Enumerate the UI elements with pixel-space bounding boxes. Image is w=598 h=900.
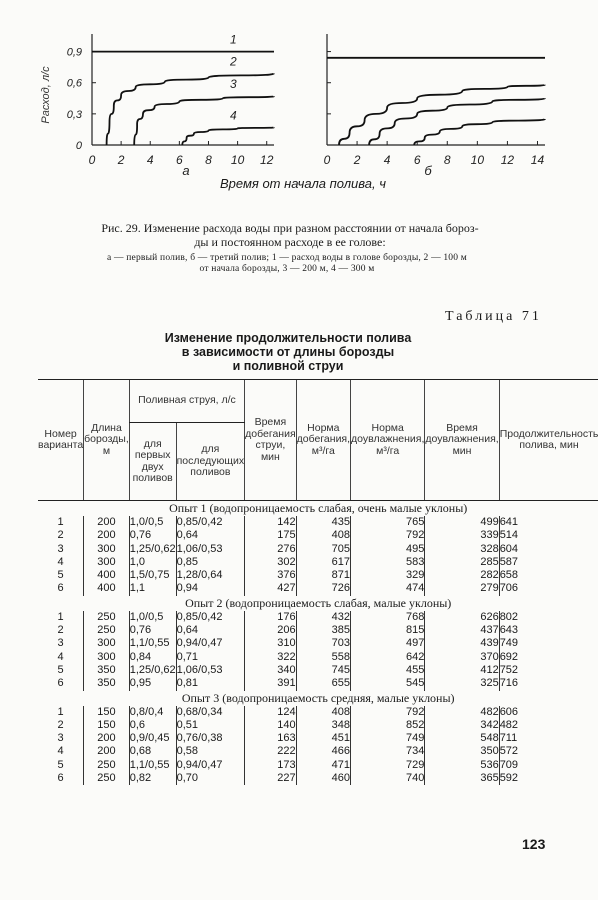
table-row (38, 516, 598, 529)
cell-stream-next: 1,28/0,64 (176, 569, 245, 582)
x-tick-label: 2 (353, 153, 361, 167)
cell-norm-run: 471 (296, 759, 350, 772)
cell-norm-add: 729 (351, 759, 425, 772)
cell-time-run: 276 (245, 543, 296, 556)
cell-time-add: 548 (425, 732, 499, 745)
header-variant: Номер варианта (38, 380, 84, 501)
cell-stream-next: 0,81 (176, 677, 245, 690)
cell-norm-run: 385 (296, 624, 350, 637)
y-tick-label: 0,9 (66, 46, 82, 59)
series-label: 2 (230, 54, 237, 69)
cell-variant: 2 (57, 624, 64, 637)
cell-length: 400 (84, 582, 130, 595)
cell-norm-run: 451 (296, 732, 350, 745)
cell-stream-next: 0,94 (176, 582, 245, 595)
table-row (38, 651, 598, 664)
section-title-row (38, 596, 598, 611)
cell-time-add: 437 (425, 624, 499, 637)
table-title (150, 331, 426, 373)
table-row (38, 569, 598, 582)
x-tick-label: 0 (323, 153, 331, 167)
cell-stream-first: 0,76 (129, 529, 176, 542)
table-title-line: Изменение продолжительности полива (164, 331, 412, 345)
cell-stream-next: 0,58 (176, 745, 245, 758)
cell-stream-first: 0,84 (129, 651, 176, 664)
cell-norm-add: 474 (351, 582, 425, 595)
cell-norm-run: 435 (296, 516, 350, 529)
cell-length: 250 (84, 772, 130, 785)
cell-stream-next: 0,68/0,34 (176, 706, 245, 719)
cell-norm-add: 740 (351, 772, 425, 785)
cell-variant: 4 (57, 650, 64, 663)
figure-caption-line: ды и постоянном расходе в ее голове: (194, 235, 386, 249)
cell-time-add: 285 (425, 556, 499, 569)
chart-panel-a (40, 33, 274, 178)
cell-length: 300 (84, 556, 130, 569)
cell-stream-first: 1,1 (129, 582, 176, 595)
series-line-4 (414, 119, 545, 145)
cell-norm-add: 583 (351, 556, 425, 569)
cell-stream-next: 0,64 (176, 624, 245, 637)
cell-variant: 2 (57, 718, 64, 731)
header-time-run: Время добегания струи, мин (245, 380, 296, 501)
section-title: Опыт 3 (водопроницаемость средняя, малые уклоны) (181, 690, 455, 705)
section-title: Опыт 2 (водопроницаемость слабая, малые уклоны) (185, 595, 452, 610)
table-row (38, 772, 598, 785)
series-label: 3 (230, 77, 237, 92)
cell-norm-run: 558 (296, 651, 350, 664)
cell-length: 200 (84, 516, 130, 529)
cell-length: 300 (84, 543, 130, 556)
header-stream-next: для последующих поливов (176, 423, 245, 501)
series-line-2 (339, 85, 545, 145)
cell-variant: 5 (57, 569, 64, 582)
cell-norm-add: 765 (351, 516, 425, 529)
table-row (38, 624, 598, 637)
cell-stream-first: 1,5/0,75 (129, 569, 176, 582)
cell-length: 300 (84, 637, 130, 650)
cell-variant: 6 (57, 772, 64, 785)
header-norm-add: Норма доувлажнения, м³/га (351, 380, 425, 501)
cell-stream-next: 0,70 (176, 772, 245, 785)
x-tick-label: 14 (530, 153, 545, 167)
cell-norm-add: 749 (351, 732, 425, 745)
series-line-2 (107, 73, 274, 145)
cell-time-run: 176 (245, 611, 296, 624)
cell-duration: 643 (499, 624, 598, 637)
cell-length: 250 (84, 611, 130, 624)
cell-length: 300 (84, 651, 130, 664)
cell-time-run: 302 (245, 556, 296, 569)
cell-duration: 711 (499, 732, 598, 745)
cell-stream-next: 1,06/0,53 (176, 664, 245, 677)
cell-norm-run: 655 (296, 677, 350, 690)
cell-norm-add: 852 (351, 719, 425, 732)
cell-time-add: 350 (425, 745, 499, 758)
cell-variant: 4 (57, 555, 64, 568)
cell-norm-run: 617 (296, 556, 350, 569)
series-line-4 (182, 127, 274, 145)
cell-norm-run: 871 (296, 569, 350, 582)
cell-norm-run: 705 (296, 543, 350, 556)
cell-time-add: 626 (425, 611, 499, 624)
cell-duration: 716 (499, 677, 598, 690)
cell-time-add: 482 (425, 706, 499, 719)
cell-variant: 6 (57, 582, 64, 595)
cell-variant: 3 (57, 732, 64, 745)
figure-legend (22, 253, 552, 275)
cell-stream-next: 0,76/0,38 (176, 732, 245, 745)
cell-stream-first: 0,68 (129, 745, 176, 758)
cell-variant: 3 (57, 542, 64, 555)
cell-length: 350 (84, 677, 130, 690)
cell-duration: 709 (499, 759, 598, 772)
cell-duration: 587 (499, 556, 598, 569)
cell-length: 200 (84, 529, 130, 542)
figure-caption-line: Рис. 29. Изменение расхода воды при разном расстоянии от начала бороз- (101, 221, 479, 235)
cell-norm-run: 703 (296, 637, 350, 650)
cell-time-add: 365 (425, 772, 499, 785)
cell-time-run: 173 (245, 759, 296, 772)
table-row (38, 719, 598, 732)
cell-norm-run: 726 (296, 582, 350, 595)
cell-duration: 658 (499, 569, 598, 582)
cell-variant: 5 (57, 758, 64, 771)
cell-length: 200 (84, 745, 130, 758)
panel-label: а (182, 163, 190, 178)
cell-time-add: 536 (425, 759, 499, 772)
x-tick-label: 8 (443, 153, 451, 167)
cell-variant: 1 (57, 610, 64, 623)
cell-time-run: 427 (245, 582, 296, 595)
header-duration: Продолжительность полива, мин (499, 380, 598, 501)
cell-norm-add: 815 (351, 624, 425, 637)
cell-norm-add: 497 (351, 637, 425, 650)
cell-length: 150 (84, 719, 130, 732)
cell-time-run: 142 (245, 516, 296, 529)
cell-stream-first: 1,0/0,5 (129, 611, 176, 624)
y-tick-label: 0,6 (66, 77, 82, 90)
table-row (38, 611, 598, 624)
cell-stream-next: 0,85/0,42 (176, 611, 245, 624)
cell-stream-next: 0,94/0,47 (176, 637, 245, 650)
cell-stream-first: 1,0/0,5 (129, 516, 176, 529)
cell-time-run: 163 (245, 732, 296, 745)
panel-label: б (424, 163, 432, 178)
cell-norm-run: 408 (296, 706, 350, 719)
section-title-row (38, 691, 598, 706)
cell-norm-run: 460 (296, 772, 350, 785)
table-body (38, 501, 598, 786)
cell-stream-next: 1,06/0,53 (176, 543, 245, 556)
cell-time-run: 391 (245, 677, 296, 690)
table-row (38, 582, 598, 595)
section-title-row (38, 501, 598, 517)
cell-stream-next: 0,64 (176, 529, 245, 542)
y-tick-label: 0,3 (66, 108, 82, 121)
cell-time-add: 282 (425, 569, 499, 582)
x-tick-label: 0 (88, 153, 96, 167)
cell-time-run: 124 (245, 706, 296, 719)
cell-stream-first: 1,0 (129, 556, 176, 569)
header-norm-run: Норма добегания, м³/га (296, 380, 350, 501)
cell-norm-add: 642 (351, 651, 425, 664)
cell-stream-first: 0,95 (129, 677, 176, 690)
header-time-add: Время доувлажнения, мин (425, 380, 499, 501)
page-number: 123 (522, 836, 546, 852)
cell-stream-next: 0,94/0,47 (176, 759, 245, 772)
table-row (38, 745, 598, 758)
header-stream: Поливная струя, л/с (129, 380, 244, 423)
cell-duration: 706 (499, 582, 598, 595)
cell-duration: 592 (499, 772, 598, 785)
cell-duration: 572 (499, 745, 598, 758)
cell-norm-add: 545 (351, 677, 425, 690)
cell-duration: 641 (499, 516, 598, 529)
cell-stream-next: 0,51 (176, 719, 245, 732)
y-tick-label: 0 (75, 140, 82, 152)
cell-variant: 1 (57, 705, 64, 718)
chart-panel-b (324, 34, 545, 178)
series-line-3 (134, 96, 274, 145)
cell-time-add: 328 (425, 543, 499, 556)
header-length: Длина борозды, м (84, 380, 130, 501)
section-title: Опыт 1 (водопроницаемость слабая, очень малые уклоны) (169, 501, 468, 515)
cell-norm-add: 455 (351, 664, 425, 677)
cell-norm-add: 792 (351, 529, 425, 542)
cell-duration: 514 (499, 529, 598, 542)
x-tick-label: 4 (383, 153, 391, 167)
cell-time-add: 325 (425, 677, 499, 690)
cell-norm-run: 348 (296, 719, 350, 732)
cell-length: 350 (84, 664, 130, 677)
table-row (38, 529, 598, 542)
x-tick-label: 8 (205, 153, 212, 167)
cell-time-add: 339 (425, 529, 499, 542)
cell-variant: 1 (57, 516, 64, 528)
y-axis-label: Расход, л/с (40, 66, 52, 124)
table-row (38, 732, 598, 745)
cell-variant: 4 (57, 745, 64, 758)
cell-norm-add: 329 (351, 569, 425, 582)
cell-time-add: 370 (425, 651, 499, 664)
x-tick-label: 12 (500, 153, 515, 167)
cell-stream-next: 0,85/0,42 (176, 516, 245, 529)
figure-legend-line: от начала борозды, 3 — 200 м, 4 — 300 м (199, 264, 375, 274)
cell-duration: 752 (499, 664, 598, 677)
cell-time-add: 279 (425, 582, 499, 595)
x-tick-label: 6 (176, 153, 183, 167)
x-tick-label: 10 (470, 153, 485, 167)
cell-norm-run: 408 (296, 529, 350, 542)
cell-stream-first: 0,82 (129, 772, 176, 785)
table-row (38, 637, 598, 650)
cell-norm-run: 745 (296, 664, 350, 677)
cell-norm-run: 432 (296, 611, 350, 624)
cell-stream-first: 1,1/0,55 (129, 759, 176, 772)
cell-time-add: 342 (425, 719, 499, 732)
cell-length: 150 (84, 706, 130, 719)
cell-duration: 604 (499, 543, 598, 556)
cell-time-add: 499 (425, 516, 499, 529)
cell-length: 200 (84, 732, 130, 745)
cell-time-run: 175 (245, 529, 296, 542)
cell-norm-add: 792 (351, 706, 425, 719)
table-number: Таблица 71 (445, 309, 542, 324)
cell-stream-first: 0,9/0,45 (129, 732, 176, 745)
cell-variant: 2 (57, 529, 64, 542)
cell-time-add: 412 (425, 664, 499, 677)
cell-stream-first: 1,1/0,55 (129, 637, 176, 650)
figure-charts (0, 0, 572, 200)
table-row (38, 706, 598, 719)
figure-caption (40, 221, 540, 249)
cell-time-run: 206 (245, 624, 296, 637)
cell-norm-add: 734 (351, 745, 425, 758)
series-line-3 (369, 98, 545, 145)
cell-norm-run: 466 (296, 745, 350, 758)
cell-time-run: 140 (245, 719, 296, 732)
series-label: 1 (230, 32, 237, 47)
cell-norm-add: 495 (351, 543, 425, 556)
table-title-line: в зависимости от длины борозды (181, 345, 395, 359)
cell-time-run: 227 (245, 772, 296, 785)
x-tick-label: 12 (260, 153, 274, 167)
data-table (38, 379, 598, 785)
cell-stream-first: 0,8/0,4 (129, 706, 176, 719)
cell-length: 400 (84, 569, 130, 582)
cell-time-run: 376 (245, 569, 296, 582)
cell-duration: 606 (499, 706, 598, 719)
x-tick-label: 6 (413, 153, 421, 167)
figure-legend-line: а — первый полив, б — третий полив; 1 — расход воды в голове борозды, 2 — 100 м (106, 253, 467, 263)
x-axis-title: Время от начала полива, ч (220, 176, 386, 191)
cell-time-add: 439 (425, 637, 499, 650)
cell-stream-first: 1,25/0,62 (129, 663, 176, 676)
cell-time-run: 310 (245, 637, 296, 650)
cell-duration: 692 (499, 651, 598, 664)
cell-variant: 5 (57, 663, 64, 676)
cell-time-run: 340 (245, 664, 296, 677)
x-tick-label: 4 (146, 153, 154, 167)
cell-variant: 3 (57, 637, 64, 650)
table-row (38, 677, 598, 690)
table-row (38, 664, 598, 677)
table-row (38, 759, 598, 772)
series-label: 4 (230, 108, 237, 123)
cell-stream-first: 1,25/0,62 (129, 542, 176, 555)
header-stream-first: для первых двух поливов (129, 423, 176, 501)
cell-stream-next: 0,85 (176, 556, 245, 569)
table-row (38, 556, 598, 569)
cell-stream-first: 0,6 (129, 719, 176, 732)
cell-length: 250 (84, 624, 130, 637)
x-tick-label: 2 (117, 153, 125, 167)
cell-duration: 749 (499, 637, 598, 650)
x-tick-label: 10 (230, 153, 245, 167)
cell-stream-first: 0,76 (129, 624, 176, 637)
cell-variant: 6 (57, 677, 64, 690)
cell-stream-next: 0,71 (176, 651, 245, 664)
cell-norm-add: 768 (351, 611, 425, 624)
table-title-line: и поливной струи (232, 359, 344, 373)
cell-time-run: 222 (245, 745, 296, 758)
cell-duration: 802 (499, 611, 598, 624)
cell-time-run: 322 (245, 651, 296, 664)
cell-length: 250 (84, 759, 130, 772)
cell-duration: 482 (499, 719, 598, 732)
table-row (38, 543, 598, 556)
